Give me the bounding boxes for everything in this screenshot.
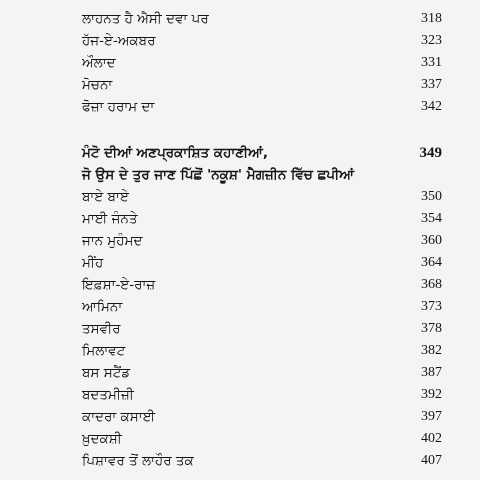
toc-entry-title: ਮਿਲਾਵਟ <box>82 343 126 359</box>
toc-entry-page: 392 <box>421 387 442 402</box>
toc-entry-title: ਬਦਤਮੀਜ਼ੀ <box>82 387 134 403</box>
toc-entry-page: 337 <box>421 77 442 92</box>
toc-entry-title: ਬਸ ਸਟੈਂਡ <box>82 365 131 381</box>
toc-entry-page: 382 <box>421 343 442 358</box>
toc-entry-page: 342 <box>421 99 442 114</box>
section-heading-page: 349 <box>419 145 442 161</box>
toc-entry <box>82 362 442 384</box>
toc-entry-page: 360 <box>421 233 442 248</box>
toc-entry <box>82 30 442 52</box>
toc-entry <box>82 186 442 208</box>
toc-entry <box>82 340 442 362</box>
toc-entry-title: ਆਮਿਨਾ <box>82 299 123 315</box>
toc-entry-page: 397 <box>421 409 442 424</box>
toc-entry <box>82 252 442 274</box>
toc-entry <box>82 74 442 96</box>
toc-list-part2 <box>82 186 442 472</box>
toc-entry-title: ਇਫ਼ਸ਼ਾ-ਏ-ਰਾਜ਼ <box>82 277 156 293</box>
toc-entry <box>82 208 442 230</box>
toc-entry <box>82 296 442 318</box>
toc-entry-page: 387 <box>421 365 442 380</box>
toc-entry-title: ਬਾਏ ਬਾਏ <box>82 189 129 205</box>
toc-entry-title: ਮਾਈ ਜੰਨਤੇ <box>82 211 138 227</box>
section-heading-line1: ਮੰਟੋ ਦੀਆਂ ਅਣਪ੍ਰਕਾਸ਼ਿਤ ਕਹਾਣੀਆਂ, <box>82 145 268 161</box>
section-heading-line2: ਜੋ ਉਸ ਦੇ ਤੁਰ ਜਾਣ ਪਿੱਛੋਂ 'ਨਕੂਸ਼' ਮੈਗਜ਼ੀਨ ਵਿੱਚ ਛਪੀਆਂ <box>82 167 354 183</box>
toc-list-part1 <box>82 8 442 118</box>
toc-entry <box>82 96 442 118</box>
toc-entry-page: 331 <box>421 55 442 70</box>
toc-entry-title: ਪਿਸ਼ਾਵਰ ਤੋਂ ਲਾਹੌਰ ਤਕ <box>82 453 194 469</box>
toc-entry-page: 402 <box>421 431 442 446</box>
toc-entry-title: ਕਾਦਰਾ ਕਸਾਈ <box>82 409 156 425</box>
toc-entry-page: 378 <box>421 321 442 336</box>
toc-entry-title: ਮੋਚਨਾ <box>82 77 113 93</box>
section-heading <box>82 142 442 186</box>
toc-entry-title: ਤਸਵੀਰ <box>82 321 121 337</box>
toc-entry <box>82 52 442 74</box>
toc-entry-page: 373 <box>421 299 442 314</box>
toc-entry-page: 364 <box>421 255 442 270</box>
toc-entry-title: ਜਾਨ ਮੁਹੰਮਦ <box>82 233 143 249</box>
toc-entry-page: 368 <box>421 277 442 292</box>
toc-entry <box>82 230 442 252</box>
toc-entry <box>82 384 442 406</box>
toc-entry <box>82 428 442 450</box>
toc-entry-title: ਲਾਹਨਤ ਹੈ ਐਸੀ ਦਵਾ ਪਰ <box>82 11 209 27</box>
toc-entry-title: ਖ਼ੁਦਕਸ਼ੀ <box>82 431 122 447</box>
toc-entry-title: ਮੀਂਹ <box>82 255 104 271</box>
toc-entry-title: ਫੋਜ਼ਾ ਹਰਾਮ ਦਾ <box>82 99 155 115</box>
toc-entry-page: 354 <box>421 211 442 226</box>
toc-entry-title: ਔਲਾਦ <box>82 55 116 71</box>
toc-entry-title: ਹੱਜ-ਏ-ਅਕਬਰ <box>82 33 156 49</box>
toc-entry <box>82 450 442 472</box>
toc-entry-page: 318 <box>421 11 442 26</box>
toc-entry-page: 407 <box>421 453 442 468</box>
toc-entry <box>82 274 442 296</box>
toc-entry <box>82 318 442 340</box>
toc-entry <box>82 8 442 30</box>
toc-entry-page: 323 <box>421 33 442 48</box>
toc-entry-page: 350 <box>421 189 442 204</box>
toc-entry <box>82 406 442 428</box>
